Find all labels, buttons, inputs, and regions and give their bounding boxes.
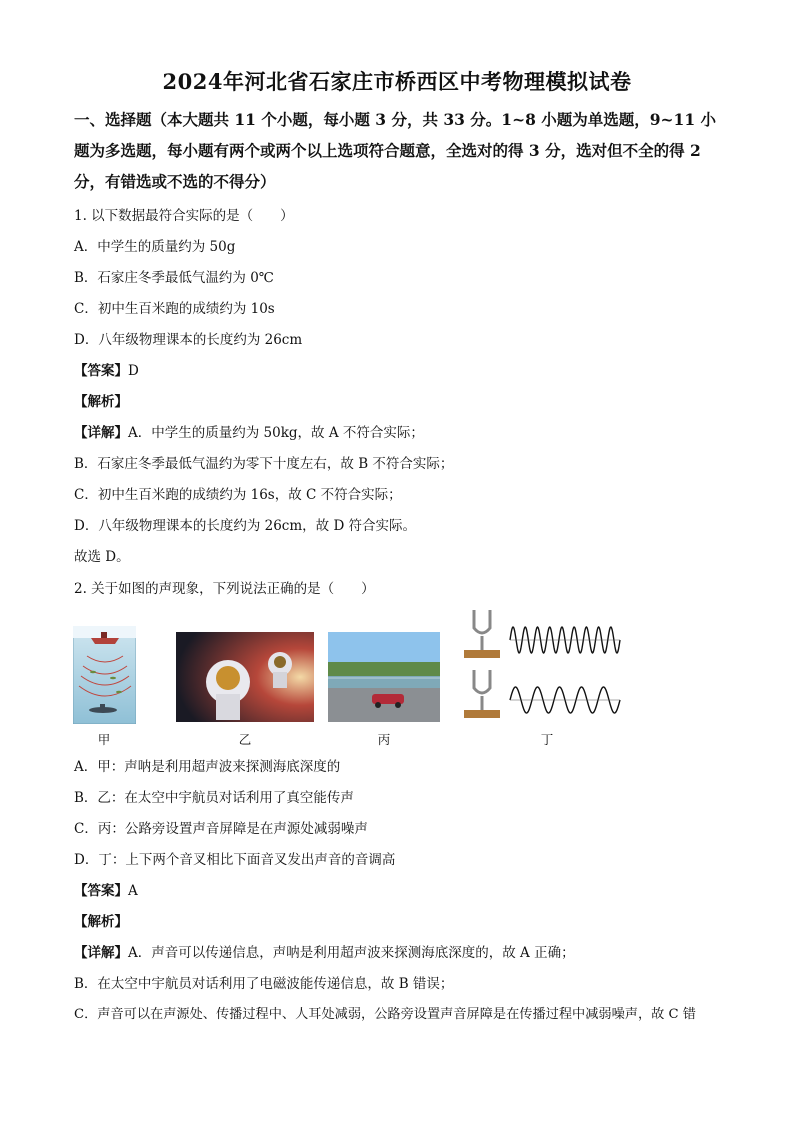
- page-title: 2024年河北省石家庄市桥西区中考物理模拟试卷: [162, 69, 632, 94]
- tuning-fork-figure: [462, 606, 624, 726]
- q1-option-b: B．石家庄冬季最低气温约为 0℃: [74, 270, 274, 286]
- q2-detail-a: [74, 941, 575, 961]
- q2-option-b: B．乙：在太空中宇航员对话利用了真空能传声: [74, 790, 354, 806]
- q1-option-a: A．中学生的质量约为 50g: [74, 239, 236, 255]
- q2-option-a: A．甲：声呐是利用超声波来探测海底深度的: [74, 759, 341, 775]
- q2-detail-c: C．声音可以在声源处、传播过程中、人耳处减弱，公路旁设置声音屏障是在传播过程中减弱噪声，故 C 错: [74, 1007, 696, 1022]
- q1-detail-c: C．初中生百米跑的成绩约为 16s，故 C 不符合实际；: [74, 487, 402, 503]
- q2-detail-a-text: A．声音可以传递信息，声呐是利用超声波来探测海底深度的，故 A 正确；: [128, 945, 575, 961]
- q2-option-d: D．丁：上下两个音叉相比下面音叉发出声音的音调高: [74, 852, 396, 868]
- astronaut-figure: [176, 632, 314, 722]
- q2-answer-value: A: [128, 883, 138, 899]
- q1-analysis-label: [74, 390, 128, 410]
- q2-analysis-label: [74, 910, 128, 930]
- section-heading: 一、选择题（本大题共 11 个小题，每小题 3 分，共 33 分。1~8 小题为单选题，9~11 小题为多选题，每小题有两个或两个以上选项符合题意，全选对的得 3 分，选对但不全的得 2 分，有错选或不选的不得分）: [74, 110, 716, 191]
- tuning-fork-top: [474, 610, 490, 650]
- q1-answer-value: D: [128, 363, 139, 379]
- q1-answer-label: 【答案】: [74, 363, 128, 379]
- q2-detail-label: 【详解】: [74, 945, 128, 961]
- q1-analysis-label-text: 【解析】: [74, 394, 128, 410]
- noise-barrier-figure: [328, 632, 440, 722]
- q1-detail-b: B．石家庄冬季最低气温约为零下十度左右，故 B 不符合实际；: [74, 456, 454, 472]
- q1-conclusion: 故选 D。: [74, 549, 130, 565]
- caption-ding: 丁: [540, 732, 554, 747]
- sonar-figure: [73, 626, 136, 724]
- q1-answer: [74, 359, 139, 379]
- q2-analysis-label-text: 【解析】: [74, 914, 128, 930]
- q1-detail-a-text: A．中学生的质量约为 50kg，故 A 不符合实际；: [128, 425, 424, 441]
- q2-detail-b: B．在太空中宇航员对话利用了电磁波能传递信息，故 B 错误；: [74, 976, 454, 992]
- q2-answer-label: 【答案】: [74, 883, 128, 899]
- ship-icon: [91, 638, 119, 644]
- q1-option-d: D．八年级物理课本的长度约为 26cm: [74, 332, 303, 348]
- tuning-fork-bottom: [474, 670, 490, 710]
- q1-detail-d: D．八年级物理课本的长度约为 26cm，故 D 符合实际。: [74, 518, 417, 534]
- q2-answer: [74, 879, 138, 899]
- caption-yi: 乙: [238, 732, 252, 747]
- q1-detail-label: 【详解】: [74, 425, 128, 441]
- caption-bing: 丙: [377, 732, 391, 747]
- q1-option-c: C．初中生百米跑的成绩约为 10s: [74, 301, 275, 317]
- resonance-box-top: [464, 650, 500, 658]
- resonance-box-bottom: [464, 710, 500, 718]
- q2-stem: 2. 关于如图的声现象，下列说法正确的是（ ）: [74, 581, 375, 597]
- q1-detail-a: [74, 421, 424, 441]
- q2-option-c: C．丙：公路旁设置声音屏障是在声源处减弱噪声: [74, 821, 368, 837]
- q1-stem: 1. 以下数据最符合实际的是（ ）: [74, 208, 294, 224]
- caption-jia: 甲: [97, 732, 111, 747]
